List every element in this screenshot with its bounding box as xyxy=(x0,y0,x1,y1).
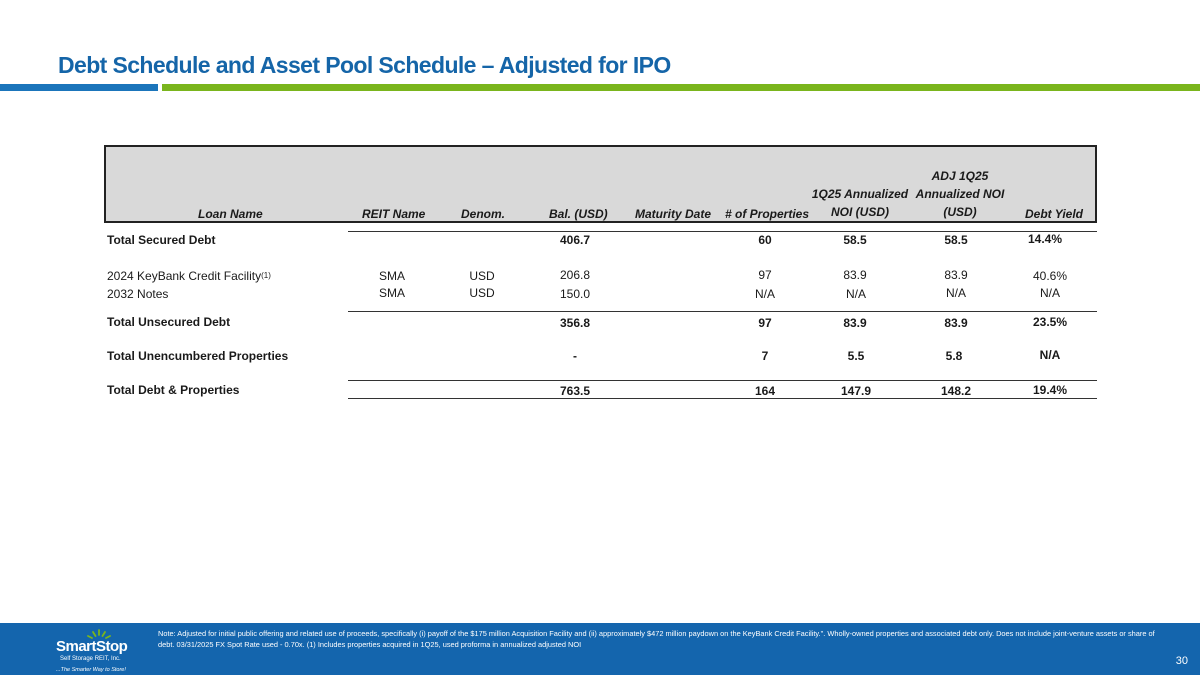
row-label: Total Debt & Properties xyxy=(107,383,240,397)
cell-noi: 83.9 xyxy=(843,316,867,330)
cell-denom: USD xyxy=(469,286,495,300)
cell-balance: 356.8 xyxy=(559,316,591,330)
cell-properties: 7 xyxy=(761,349,769,363)
header-balance: Bal. (USD) xyxy=(549,207,608,221)
cell-denom: USD xyxy=(469,269,495,283)
cell-properties: 97 xyxy=(758,316,772,330)
cell-debt-yield: N/A xyxy=(1039,286,1060,300)
cell-noi: 83.9 xyxy=(843,268,867,282)
row-label: 2032 Notes xyxy=(107,287,169,301)
cell-debt-yield: 14.4% xyxy=(1027,232,1063,246)
footnote-marker: (1) xyxy=(261,271,271,280)
cell-noi: 58.5 xyxy=(843,233,867,247)
cell-properties: 164 xyxy=(754,384,776,398)
cell-reit: SMA xyxy=(378,269,405,283)
row-label: Total Unsecured Debt xyxy=(107,315,231,329)
cell-debt-yield: 19.4% xyxy=(1032,383,1068,397)
cell-noi: 5.5 xyxy=(847,349,865,363)
cell-reit: SMA xyxy=(378,286,405,300)
header-1q25-noi: 1Q25 Annualized NOI (USD) xyxy=(811,187,909,219)
row-rule xyxy=(348,380,1097,381)
header-adj-noi: ADJ 1Q25 Annualized NOI (USD) xyxy=(915,169,1005,219)
logo-subtitle: Self Storage REIT, Inc. xyxy=(60,656,121,662)
cell-balance: 150.0 xyxy=(559,287,591,301)
footnote-text: Note: Adjusted for initial public offering and related use of proceeds, specifically (i) payoff of the $175 million Acquisition Facility and (ii) approximately $472 million paydown on the KeyBank Credit Facility.". Wholly-owned properties and associated debt only. Does not include joint-venture assets or share of debt. 03/31/2025 FX Spot Rate used - 0.70x. (1) Includes properties acquired in 1Q25, used proforma in annualized adjusted NOI xyxy=(158,629,1155,649)
cell-adj-noi: N/A xyxy=(945,286,966,300)
cell-properties: 60 xyxy=(758,233,772,247)
cell-balance: 406.7 xyxy=(559,233,591,247)
row-label: Total Unencumbered Properties xyxy=(107,349,289,363)
header-reit-name: REIT Name xyxy=(362,207,426,221)
cell-adj-noi: 58.5 xyxy=(944,233,968,247)
cell-adj-noi: 148.2 xyxy=(940,384,972,398)
cell-debt-yield: 40.6% xyxy=(1032,269,1068,283)
logo-tagline: ...The Smarter Way to Store! xyxy=(56,667,126,673)
header-maturity-date: Maturity Date xyxy=(635,207,712,221)
cell-adj-noi: 83.9 xyxy=(944,316,968,330)
header-denom: Denom. xyxy=(461,207,506,221)
page-number: 30 xyxy=(1175,655,1188,667)
cell-debt-yield: N/A xyxy=(1039,348,1061,362)
row-label: 2024 KeyBank Credit Facility$^{(1)}$ xyxy=(107,269,271,283)
footer-bar xyxy=(0,623,1200,675)
cell-properties: 97 xyxy=(758,268,772,282)
table-header xyxy=(104,145,1097,223)
cell-debt-yield: 23.5% xyxy=(1032,315,1068,329)
header-debt-yield: Debt Yield xyxy=(1025,207,1084,221)
header-num-properties: # of Properties xyxy=(725,207,810,221)
row-rule xyxy=(348,398,1097,399)
title-accent-bar-blue xyxy=(0,84,158,91)
cell-balance: 763.5 xyxy=(559,384,591,398)
title-accent-bar-green xyxy=(162,84,1200,91)
cell-properties: N/A xyxy=(754,287,775,301)
row-label: Total Secured Debt xyxy=(107,233,216,247)
cell-noi: 147.9 xyxy=(840,384,872,398)
page-title: Debt Schedule and Asset Pool Schedule – Adjusted for IPO xyxy=(58,52,671,78)
row-rule xyxy=(348,311,1097,312)
row-rule xyxy=(348,231,1097,232)
cell-balance: - xyxy=(573,349,577,363)
cell-noi: N/A xyxy=(845,287,866,301)
cell-adj-noi: 5.8 xyxy=(945,349,963,363)
cell-adj-noi: 83.9 xyxy=(944,268,968,282)
header-loan-name: Loan Name xyxy=(198,207,263,221)
cell-balance: 206.8 xyxy=(559,268,591,282)
logo-name: SmartStop xyxy=(56,638,128,655)
